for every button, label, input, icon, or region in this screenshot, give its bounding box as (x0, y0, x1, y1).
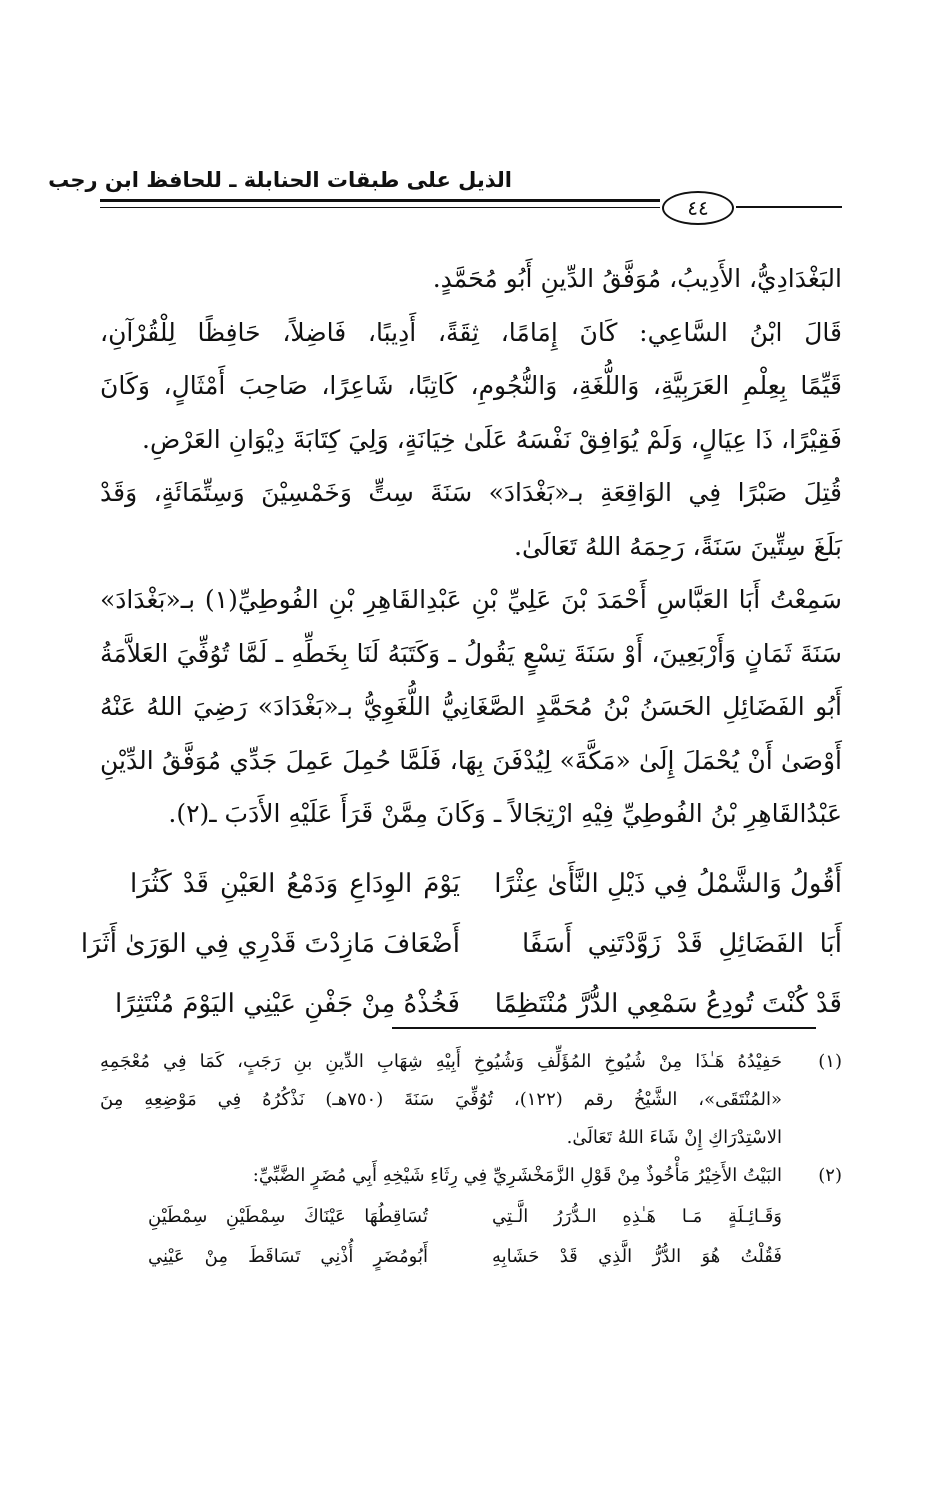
poem-verse (100, 854, 842, 914)
poem-verses (80, 854, 842, 1034)
verse-first-hemistich: أَبَا الفَضَائِلِ قَدْ زَوَّدْتَنِي أَسَفًا (522, 929, 842, 959)
footnote-line: «المُنْتَقَى»، الشَّيْخُ رقم (١٢٢)، تُوُفِّيَ سَنَةَ (٧٥٠هـ) نَذْكُرُهُ فِي مَوْضِعِهِ مِنَ (100, 1089, 782, 1110)
header-rule-top (100, 199, 660, 202)
footnote (100, 1157, 842, 1195)
footnote-verse (100, 1197, 842, 1237)
verse-second-hemistich: فَخُذْهُ مِنْ جَفْنِ عَيْنِي اليَوْمَ مُنْتَثِرًا (115, 989, 460, 1019)
footnote-verse-first-hemistich: فَقُلْتُ هُوَ الدُّرُّ الَّذِي قَدْ حَشَابِهِ (492, 1246, 782, 1267)
footnote-verses (100, 1197, 842, 1277)
page-number: ٤٤ (662, 191, 734, 225)
poem-verse (80, 914, 842, 974)
verse-first-hemistich: قَدْ كُنْتَ تُودِعُ سَمْعِي الدُّرَّ مُنْتَظِمًا (494, 989, 842, 1019)
footnote-line: الاسْتِدْرَاكِ إِنْ شَاءَ اللهُ تَعَالَىٰ. (566, 1127, 782, 1148)
footnotes (100, 1043, 842, 1277)
body-line: قُتِلَ صَبْرًا فِي الوَاقِعَةِ بـ«بَغْدَادَ» سَنَةَ سِتٍّ وَخَمْسِيْنَ وَسِتِّمَائَةٍ، وَقَدْ (100, 478, 842, 507)
body-line: قَيِّمًا بِعِلْمِ العَرَبِيَّةِ، وَاللُّغَةِ، وَالنُّجُومِ، كَاتِبًا، شَاعِرًا، صَاحِبَ أَمْثَالٍ، وَكَانَ (100, 371, 842, 400)
body-line: سَنَةَ ثَمَانٍ وَأَرْبَعِينَ، أَوْ سَنَةَ تِسْعٍ يَقُولُ ـ وَكَتَبَهُ لَنَا بِخَطِّهِ ـ لَمَّا تُوُفِّيَ العَلاَّمَةُ (100, 638, 842, 668)
footnote-number: (٢) (818, 1165, 842, 1186)
footnote-line: حَفِيْدُهُ هَـٰذَا مِنْ شُيُوخِ المُؤَلِّفِ وَشُيُوخِ أَبِيْهِ شِهَابِ الدِّينِ بنِ رَجَبٍ، كَمَا فِي مُعْجَمِهِ (100, 1051, 782, 1072)
footnote-separator (392, 1027, 816, 1029)
body-line: البَغْدَادِيُّ، الأَدِيبُ، مُوَفَّقُ الدِّينِ أَبُو مُحَمَّدٍ. (432, 264, 842, 293)
footnote-verse-first-hemistich: وَقَـائِـلَةٍ مَـا هَـٰذِهِ الـدُّرَرُ الَّـتِي (492, 1206, 782, 1227)
footnote-verse-second-hemistich: أَبُومُضَرٍ أُذْنِي تَسَاقَطَ مِنْ عَيْنِي (148, 1246, 428, 1267)
header-rule-right (736, 206, 842, 208)
body-line: عَبْدُالقَاهِرِ بْنُ الفُوطِيِّ فِيْهِ ارْتِجَالاً ـ وَكَانَ مِمَّنْ قَرَأَ عَلَيْهِ الأَدَبَ ـ(٢). (168, 799, 842, 828)
footnote-verse-second-hemistich: تُسَاقِطُهَا عَيْنَاكَ سِمْطَيْنِ سِمْطَيْنِ (148, 1206, 428, 1227)
body-line: سَمِعْتُ أَبَا العَبَّاسِ أَحْمَدَ بْنَ عَلِيِّ بْنِ عَبْدِالقَاهِرِ بْنِ الفُوطِيِّ(١) بـ«بَغْدَادَ» (100, 585, 842, 614)
body-line: أَبُو الفَضَائِلِ الحَسَنُ بْنُ مُحَمَّدٍ الصَّغَانِيُّ اللُّغَوِيُّ بـ«بَغْدَادَ» رَضِيَ اللهُ عَنْهُ (100, 692, 842, 721)
verse-second-hemistich: يَوْمَ الوِدَاعِ وَدَمْعُ العَيْنِ قَدْ كَثُرَا (130, 869, 460, 899)
footnote-line: البَيْتُ الأَخِيْرُ مَأْخُوذٌ مِنْ قَوْلِ الزَّمَخْشَرِيِّ فِي رِثَاءِ شَيْخِهِ أَبِي مُضَرٍ الضَّبِّيِّ: (252, 1165, 782, 1186)
running-header-title: الذيل على طبقات الحنابلة ـ للحافظ ابن رجب (48, 168, 512, 192)
body-line: بَلَغَ سِتِّينَ سَنَةً، رَحِمَهُ اللهُ تَعَالَىٰ. (514, 531, 842, 561)
footnote (100, 1043, 842, 1157)
poem-verse (100, 974, 842, 1034)
body-line: فَقِيْرًا، ذَا عِيَالٍ، وَلَمْ يُوَافِقْ نَفْسَهُ عَلَىٰ خِيَانَةٍ، وَلِيَ كِتَابَةَ دِيْوَانِ العَرْضِ. (142, 424, 842, 454)
verse-second-hemistich: أَضْعَافَ مَازِدْتَ قَدْرِي فِي الوَرَىٰ أَثَرَا (80, 929, 460, 959)
body-line: أَوْصَىٰ أَنْ يُحْمَلَ إِلَىٰ «مَكَّةَ» لِيُدْفَنَ بِهَا، فَلَمَّا حُمِلَ عَمِلَ جَدِّي مُوَفَّقُ الدِّيْنِ (100, 745, 842, 775)
header-rule-bottom (100, 207, 660, 208)
verse-first-hemistich: أَقُولُ وَالشَّمْلُ فِي ذَيْلِ النَّأَىٰ عِثْرًا (494, 869, 842, 899)
body-line: قَالَ ابْنُ السَّاعِي: كَانَ إِمَامًا، ثِقَةً، أَدِيبًا، فَاضِلاً، حَافِظًا لِلْقُرْآنِ، (100, 317, 842, 347)
footnote-verse (100, 1237, 842, 1277)
footnote-number: (١) (818, 1051, 842, 1072)
body-text (100, 252, 842, 841)
